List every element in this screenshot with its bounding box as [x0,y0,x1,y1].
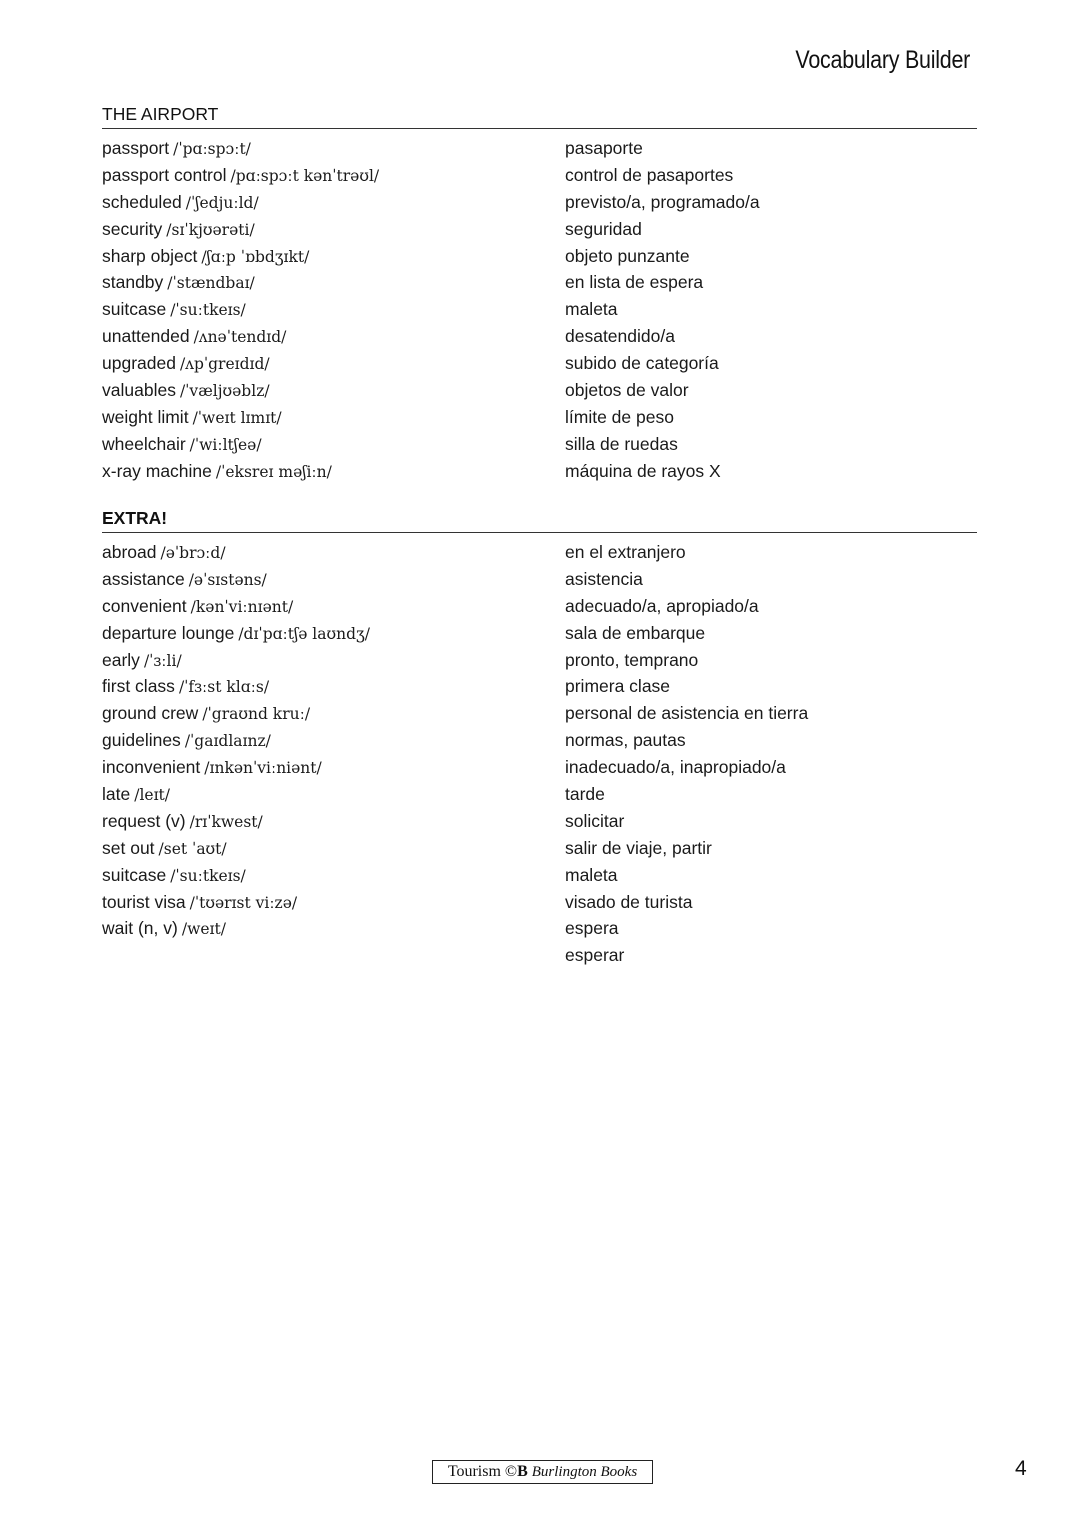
vocab-row [102,135,977,162]
spanish-translation: en lista de espera [565,272,704,293]
word: request (v) [102,810,186,831]
phonetic-transcription: /ˈsuːtkeɪs/ [170,866,246,885]
spanish-translation: silla de ruedas [565,433,678,454]
word: passport [102,138,170,158]
spanish-translation: seguridad [565,218,642,239]
phonetic-transcription: /leɪt/ [134,786,170,805]
page-number: 4 [1015,1457,1027,1480]
word: convenient [102,595,187,616]
vocab-row [102,350,977,377]
vocab-row [102,216,977,243]
phonetic-transcription: /ˈeksreɪ məʃiːn/ [215,462,332,481]
phonetic-transcription: /ʃɑːp ˈɒbdʒɪkt/ [201,247,310,266]
english-term [102,404,565,431]
vocab-row [102,620,977,647]
phonetic-transcription: /əˈsɪstəns/ [188,570,267,589]
word: assistance [102,568,185,589]
english-term [102,323,565,350]
phonetic-transcription: /rɪˈkwest/ [189,812,263,831]
english-term [102,539,565,566]
phonetic-transcription: /ˈstændbaɪ/ [167,274,255,293]
copyright-symbol: © [504,1463,518,1480]
word: first class [102,676,175,697]
vocab-row [102,566,977,593]
word: ground crew [102,703,199,724]
vocab-row [102,647,977,674]
spanish-translation: desatendido/a [565,326,675,347]
english-term [102,700,565,727]
vocab-row [102,539,977,566]
vocab-row [102,243,977,270]
phonetic-transcription: /əˈbrɔːd/ [160,544,226,562]
spanish-translation: esperar [565,945,625,966]
english-term [102,162,565,189]
english-term [102,942,565,969]
word: scheduled [102,191,182,212]
word: departure lounge [102,622,235,643]
spanish-translation: en el extranjero [565,542,686,562]
spanish-translation: máquina de rayos X [565,460,721,481]
vocab-row [102,835,977,862]
spanish-translation: asistencia [565,568,643,589]
english-term [102,754,565,781]
english-term [102,647,565,674]
phonetic-transcription: /ˈɜːli/ [143,651,182,670]
spanish-translation: objetos de valor [565,380,689,401]
spanish-translation: pronto, temprano [565,649,699,670]
vocab-row [102,404,977,431]
phonetic-transcription: /ˈfɜːst klɑːs/ [178,678,270,697]
publisher-logo-icon: B [517,1463,528,1480]
word: sharp object [102,245,198,266]
spanish-translation: subido de categoría [565,353,719,374]
english-term [102,808,565,835]
word: suitcase [102,864,167,885]
vocab-row [102,942,977,969]
spanish-translation: sala de embarque [565,622,706,643]
spanish-translation: tarde [565,784,605,805]
phonetic-transcription: /ˈtʊərɪst viːzə/ [189,893,298,912]
phonetic-transcription: /ˈgaɪdlaɪnz/ [184,732,271,751]
word: passport control [102,164,227,185]
vocab-row [102,889,977,916]
spanish-translation: límite de peso [565,406,674,427]
english-term [102,566,565,593]
english-term [102,593,565,620]
vocab-row [102,808,977,835]
spanish-translation: inadecuado/a, inapropiado/a [565,757,786,778]
spanish-translation: espera [565,918,619,939]
vocab-row [102,431,977,458]
word: security [102,218,163,239]
phonetic-transcription: /set ˈaʊt/ [158,839,227,858]
spanish-translation: pasaporte [565,138,643,158]
word: upgraded [102,353,176,374]
word: unattended [102,326,190,347]
vocab-row [102,296,977,323]
phonetic-transcription: /ˈgraʊnd kruː/ [202,705,311,724]
vocab-row [102,593,977,620]
english-term [102,350,565,377]
vocab-row [102,323,977,350]
spanish-translation: maleta [565,864,618,885]
english-term [102,216,565,243]
phonetic-transcription: /sɪˈkjʊərəti/ [166,220,255,239]
english-term [102,377,565,404]
phonetic-transcription: /ˈwiːltʃeə/ [189,435,262,454]
english-term [102,431,565,458]
phonetic-transcription: /ˈʃedjuːld/ [185,193,259,212]
word: wait (n, v) [102,918,178,939]
phonetic-transcription: /ʌnəˈtendɪd/ [193,328,287,347]
english-term [102,296,565,323]
word: weight limit [102,406,189,427]
phonetic-transcription: /kənˈviːnɪənt/ [190,597,294,616]
spanish-translation: visado de turista [565,891,693,912]
vocab-row [102,458,977,485]
vocab-row [102,189,977,216]
publisher-name: Burlington Books [531,1464,638,1480]
phonetic-transcription: /ˈvæljʊəblz/ [179,382,270,401]
spanish-translation: control de pasaportes [565,164,734,185]
spanish-translation: solicitar [565,810,625,831]
footer-credit [432,1460,653,1484]
english-term [102,781,565,808]
section-extra [102,507,977,969]
spanish-translation: normas, pautas [565,730,686,751]
word: guidelines [102,730,181,751]
spanish-translation: salir de viaje, partir [565,837,712,858]
word: x-ray machine [102,460,212,481]
phonetic-transcription: /ʌpˈgreɪdɪd/ [179,355,270,374]
phonetic-transcription: /ɪnkənˈviːniənt/ [204,759,322,778]
phonetic-transcription: /weɪt/ [181,920,226,939]
phonetic-transcription: /ˈweɪt lɪmɪt/ [192,408,282,427]
word: standby [102,272,164,293]
section-title: THE AIRPORT [102,103,977,129]
english-term [102,915,565,942]
vocab-row [102,915,977,942]
word: valuables [102,380,176,401]
spanish-translation: previsto/a, programado/a [565,191,760,212]
english-term [102,889,565,916]
vocab-row [102,862,977,889]
vocab-row [102,754,977,781]
english-term [102,727,565,754]
english-term [102,835,565,862]
vocab-row [102,162,977,189]
word: wheelchair [102,433,186,454]
vocab-row [102,269,977,296]
word: inconvenient [102,757,201,778]
book-title: Tourism [447,1463,501,1480]
page-header-title: Vocabulary Builder [795,46,970,74]
spanish-translation: objeto punzante [565,245,690,266]
phonetic-transcription: /ˈpɑːspɔːt/ [173,140,251,158]
phonetic-transcription: /dɪˈpɑːtʃə laʊndʒ/ [238,624,370,643]
vocab-row [102,673,977,700]
word: tourist visa [102,891,186,912]
spanish-translation: primera clase [565,676,671,697]
word: late [102,784,131,805]
word: abroad [102,542,157,562]
word: early [102,649,140,670]
word: suitcase [102,299,167,320]
section-title: EXTRA! [102,507,977,533]
spanish-translation: personal de asistencia en tierra [565,703,809,724]
vocab-row [102,727,977,754]
english-term [102,620,565,647]
spanish-translation: maleta [565,299,618,320]
vocab-list [102,135,977,485]
word: set out [102,837,155,858]
english-term [102,135,565,162]
section-the-airport [102,103,977,485]
english-term [102,269,565,296]
english-term [102,458,565,485]
vocab-row [102,377,977,404]
english-term [102,189,565,216]
english-term [102,673,565,700]
phonetic-transcription: /pɑːspɔːt kənˈtrəʊl/ [230,166,380,185]
vocab-list [102,539,977,969]
vocab-row [102,781,977,808]
vocab-row [102,700,977,727]
english-term [102,862,565,889]
english-term [102,243,565,270]
phonetic-transcription: /ˈsuːtkeɪs/ [170,301,246,320]
spanish-translation: adecuado/a, apropiado/a [565,595,759,616]
